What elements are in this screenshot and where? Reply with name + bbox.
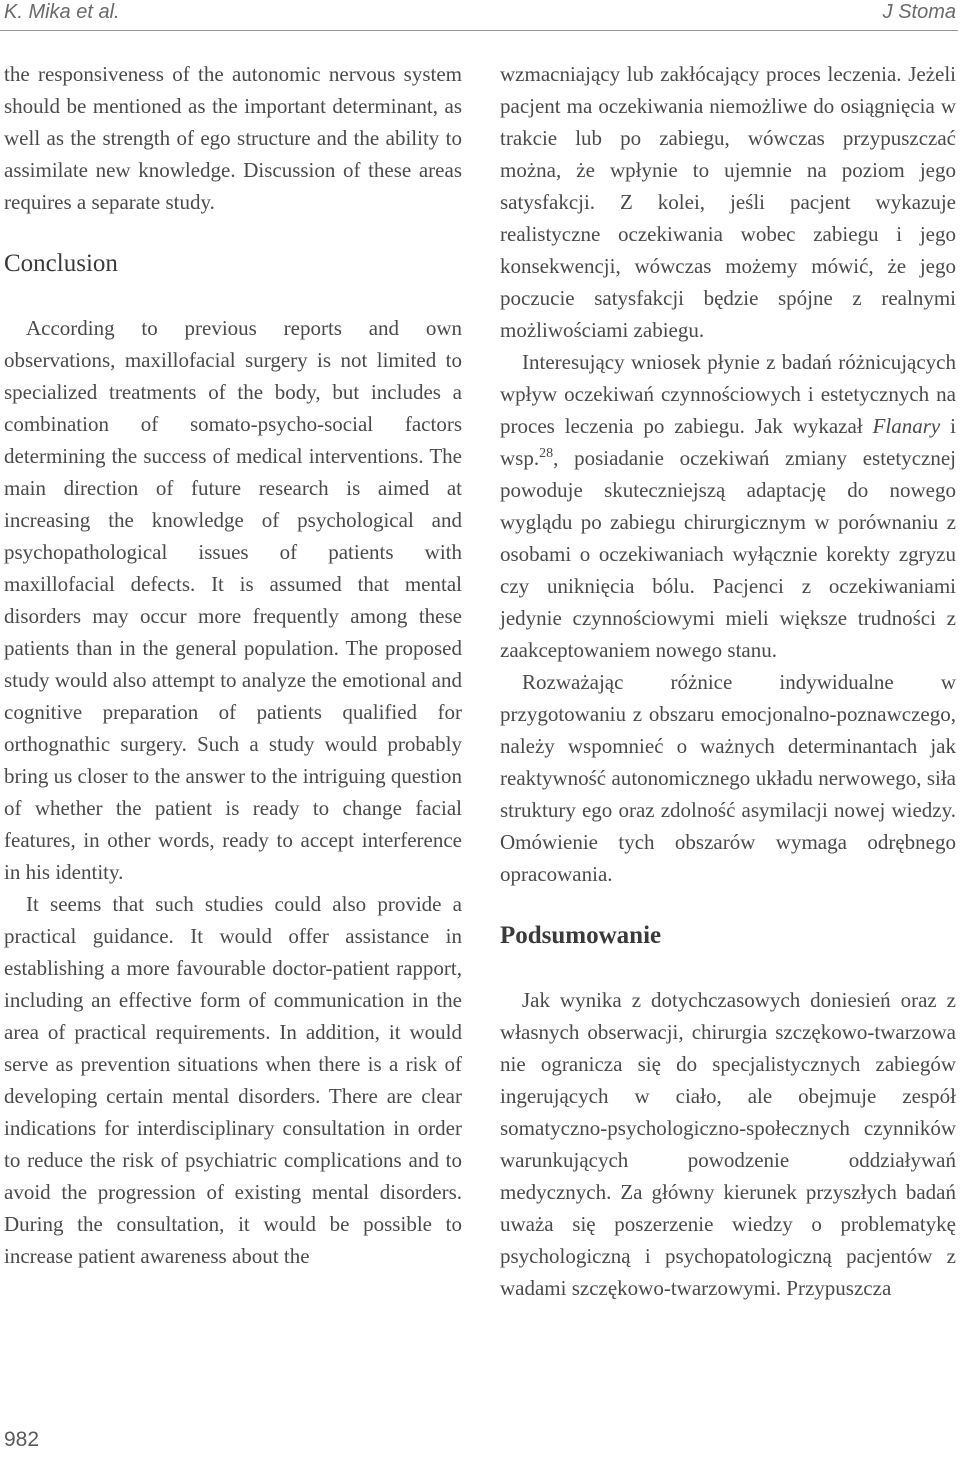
conclusion-paragraph-1: According to previous reports and own observations, maxillofacial surgery is not limited to specialized treatments of the body, but includes a combination of somato-psycho-social factors determining the success of medical interventions. The main direction of future research is aimed at increasing the knowledge of psychological and psychopathological issues of patients with maxillofacial defects. It is assumed that mental disorders may occur more frequently among these patients than in the general population. The proposed study would also attempt to analyze the emotional and cognitive preparation of patients qualified for orthognathic surgery. Such a study would probably bring us closer to the answer to the intriguing question of whether the patient is ready to change facial features, in other words, ready to accept interference in his identity.	[4, 316, 462, 884]
right-paragraph-1	[500, 346, 956, 666]
header-rule	[0, 30, 958, 31]
reference-number: 28	[539, 446, 554, 461]
page-number: 982	[4, 1428, 40, 1451]
header-journal: J Stoma	[882, 1, 956, 23]
right-intro-paragraph: wzmacniający lub zakłócający proces leczenia. Jeżeli pacjent ma oczekiwania niemożliwe do osiągnięcia w trakcie lub po zabiegu, wówczas przypuszczać można, że wpłynie to ujemnie na poziom jego satysfakcji. Z kolei, jeśli pacjent wykazuje realistyczne oczekiwania wobec zabiegu i jego konsekwencji, wówczas możemy mówić, że jego poczucie satysfakcji będzie spójne z realnymi możliwościami zabiegu.	[500, 62, 956, 342]
left-intro-paragraph: the responsiveness of the autonomic nervous system should be mentioned as the important determinant, as well as the strength of ego structure and the ability to assimilate new knowledge. Discussion of these areas requires a separate study.	[4, 62, 462, 214]
conclusion-paragraph-2: It seems that such studies could also provide a practical guidance. It would offer assistance in establishing a more favourable doctor-patient rapport, including an effective form of communication in the area of practical requirements. In addition, it would serve as prevention situations when there is a risk of developing certain mental disorders. There are clear indications for interdisciplinary consultation in order to reduce the risk of psychiatric complications and to avoid the progression of existing mental disorders. During the consultation, it would be possible to increase patient awareness about the	[4, 892, 462, 1268]
cited-author: Flanary	[872, 414, 941, 438]
podsumowanie-heading: Podsumowanie	[500, 922, 662, 949]
left-column	[4, 58, 462, 1272]
right-p1-start: Interesujący wniosek płynie z badań różnicujących wpływ oczekiwań czynnościowych i estetycznych na proces leczenia po zabiegu. Jak wykazał	[500, 350, 956, 438]
conclusion-heading: Conclusion	[4, 250, 118, 277]
header-authors: K. Mika et al.	[4, 1, 120, 23]
right-p1-mid: i wsp.	[500, 414, 956, 470]
running-header	[0, 0, 958, 30]
right-column	[500, 58, 956, 1304]
podsumowanie-paragraph: Jak wynika z dotychczasowych doniesień oraz z własnych obserwacji, chirurgia szczękowo-twarzowa nie ogranicza się do specjalistycznych zabiegów ingerujących w ciało, ale obejmuje zespół somatyczno-psychologiczno-społecznych czynników warunkujących powodzenie oddziaływań medycznych. Za główny kierunek przyszłych badań uważa się poszerzenie wiedzy o problematykę psychologiczną i psychopatologiczną pacjentów z wadami szczękowo-twarzowymi. Przypuszcza	[500, 988, 956, 1300]
right-p1-end: , posiadanie oczekiwań zmiany estetycznej powoduje skuteczniejszą adaptację do nowego wyglądu po zabiegu chirurgicznym w porównaniu z osobami o oczekiwaniach wyłącznie korekty zgryzu czy uniknięcia bólu. Pacjenci z oczekiwaniami jedynie czynnościowymi mieli większe trudności z zaakceptowaniem nowego stanu.	[500, 446, 956, 662]
right-paragraph-2: Rozważając różnice indywidualne w przygotowaniu z obszaru emocjonalno-poznawczego, należy wspomnieć o ważnych determinantach jak reaktywność autonomicznego układu nerwowego, siła struktury ego oraz zdolność asymilacji nowej wiedzy. Omówienie tych obszarów wymaga odrębnego opracowania.	[500, 670, 956, 886]
